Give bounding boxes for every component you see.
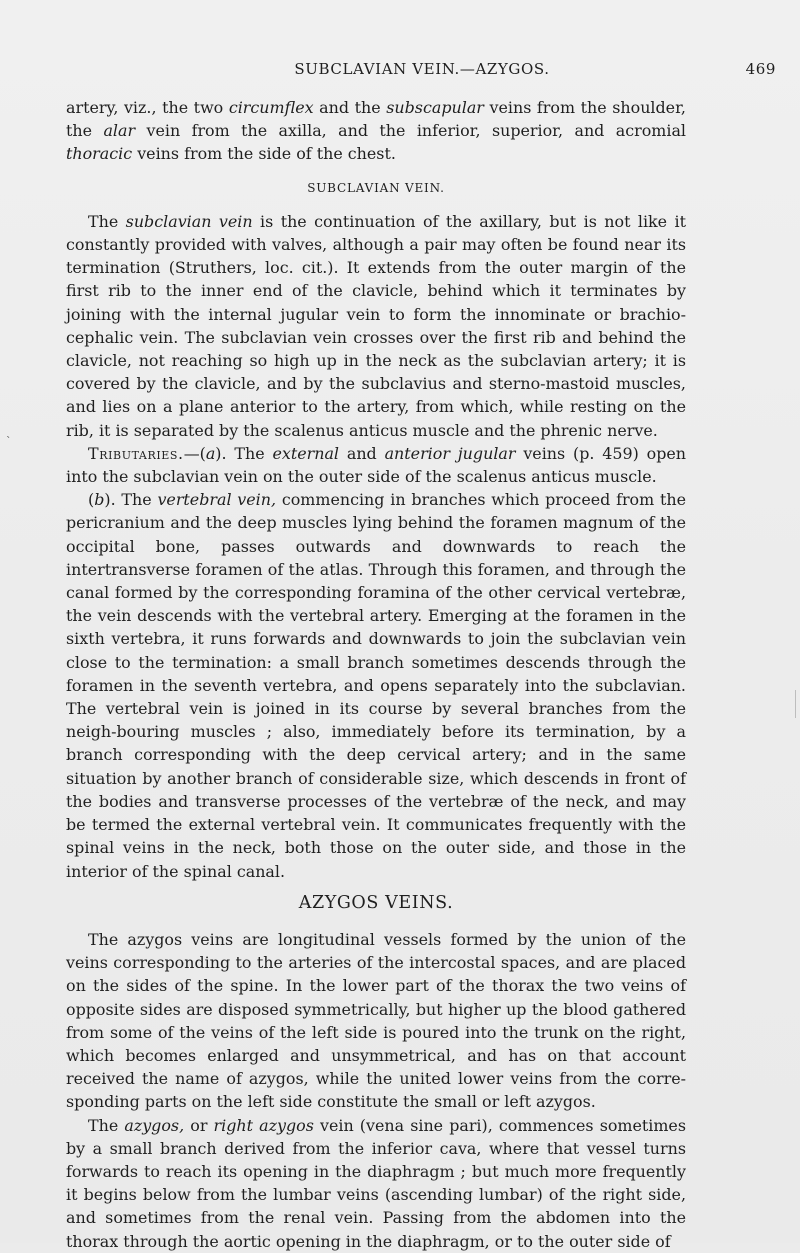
azygos-right-paragraph: The azygos, or right azygos vein (vena sine pari), commences sometimes by a small branch derived from the inferior cava, where that vessel turns forwards to reach its opening in the diaphragm ; but much more frequently it begins below from the lumbar veins (ascending lumbar) of the right side, and sometimes from the renal vein. Passing from the abdomen into the thorax through the aortic opening in the diaphragm, or to the outer side of [66,1115,686,1251]
margin-mark: ` [6,435,12,448]
subclavian-paragraph: The subclavian vein is the continuation of the axillary, but is not like it constantly provided with valves, although a pair may often be found near its termination (Struthers, loc. cit.). It extends from the outer margin of the first rib to the inner end of the clavicle, behind which it terminates by joining with the internal jugular vein to form the innominate or brachio-cephalic vein. The subclavian vein crosses over the first rib and behind the clavicle, not reaching so high up in the neck as the subclavian artery; it is covered by the clavicle, and by the subclavius and sterno-mastoid muscles, and lies on a plane anterior to the artery, from which, while resting on the rib, it is separated by the scalenus anticus muscle and the phrenic nerve. [66,211,686,440]
page-body [66,96,686,1253]
azygos-heading: AZYGOS VEINS. [298,892,454,913]
page-edge-mark [795,690,796,718]
running-head: SUBCLAVIAN VEIN.—AZYGOS. [294,60,550,78]
opening-paragraph: artery, viz., the two circumflex and the subscapular veins from the shoulder, the alar vein from the axilla, and the inferior, superior, and acromial thoracic veins from the side of the chest. [66,98,686,164]
page-number: 469 [745,60,776,78]
azygos-paragraph: The azygos veins are longitudinal vessels formed by the union of the veins corresponding to the arteries of the intercostal spaces, and are placed on the sides of the spine. In the lower part of the thorax the two veins of opposite sides are disposed symmetrically, but higher up the blood gathered from some of the veins of the left side is poured into the trunk on the right, which becomes enlarged and unsymmetrical, and has on that account received the name of azygos, while the united lower veins from the corre-sponding parts on the left side constitute the small or left azygos. [66,929,686,1112]
subclavian-heading: SUBCLAVIAN VEIN. [307,180,445,195]
page-header [68,60,776,82]
tributaries-a-paragraph: Tributaries.—(a). The external and anterior jugular veins (p. 459) open into the subclavian vein on the outer side of the scalenus anticus muscle. [66,443,687,487]
tributaries-b-paragraph: (b). The vertebral vein, commencing in branches which proceed from the pericranium and the deep muscles lying behind the foramen magnum of the occipital bone, passes outwards and downwards to reach the intertransverse foramen of the atlas. Through this foramen, and through the canal formed by the corresponding foramina of the other cervical vertebræ, the vein descends with the vertebral artery. Emerging at the foramen in the sixth vertebra, it runs forwards and downwards to join the subclavian vein close to the termination: a small branch sometimes descends through the foramen in the seventh vertebra, and opens separately into the subclavian. The vertebral vein is joined in its course by several branches from the neigh-bouring muscles ; also, immediately before its termination, by a branch corresponding with the deep cervical artery; and in the same situation by another branch of considerable size, which descends in front of the bodies and transverse processes of the vertebræ of the neck, and may be termed the external vertebral vein. It communicates frequently with the spinal veins in the neck, both those on the outer side, and those in the interior of the spinal canal. [66,490,686,881]
